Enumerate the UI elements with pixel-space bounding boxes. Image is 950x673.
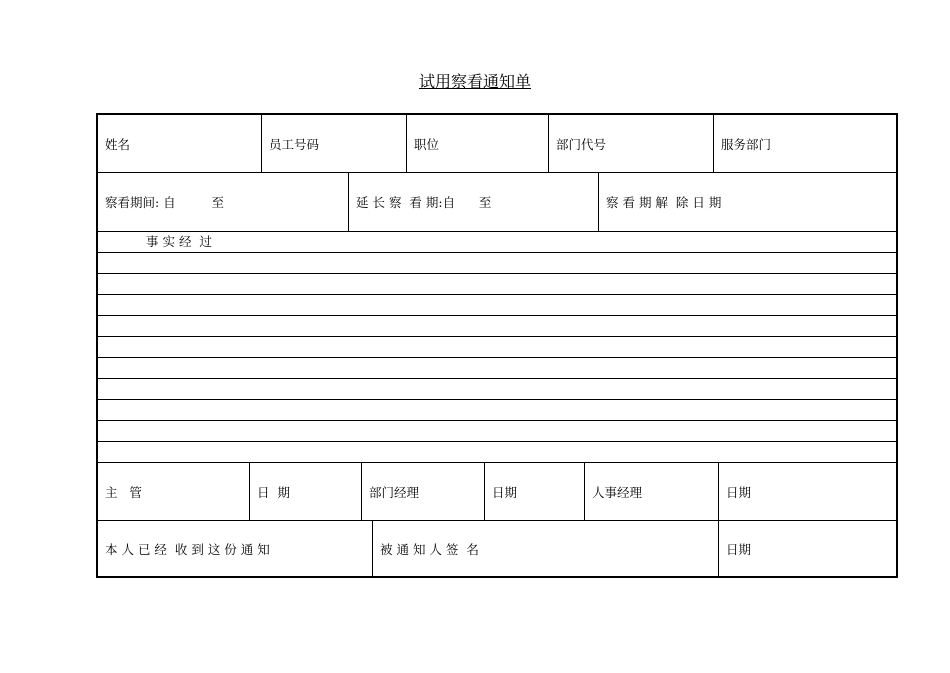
facts-line[interactable]	[98, 274, 896, 295]
acknowledgement-date-field[interactable]: 日期	[718, 521, 896, 576]
department-manager-field[interactable]: 部门经理	[361, 463, 484, 520]
employee-number-field[interactable]: 员工号码	[261, 115, 406, 172]
service-department-field[interactable]: 服务部门	[713, 115, 896, 172]
name-field[interactable]: 姓名	[105, 136, 131, 152]
facts-line[interactable]	[98, 316, 896, 337]
facts-line[interactable]	[98, 358, 896, 379]
facts-line[interactable]	[98, 442, 896, 463]
probation-notice-form	[96, 113, 898, 578]
position-field[interactable]: 职位	[406, 115, 548, 172]
facts-line[interactable]	[98, 253, 896, 274]
supervisor-date-field[interactable]: 日 期	[249, 463, 361, 520]
probation-period-field[interactable]: 察看期间: 自 至	[105, 195, 224, 210]
release-date-field[interactable]: 察 看 期 解 除 日 期	[598, 173, 896, 231]
department-code-field[interactable]: 部门代号	[548, 115, 713, 172]
received-notice-field[interactable]: 本 人 已 经 收 到 这 份 通 知	[105, 541, 270, 557]
period-row	[98, 173, 896, 232]
acknowledgement-row	[98, 521, 896, 576]
facts-section	[98, 232, 896, 463]
notified-person-signature-field[interactable]: 被 通 知 人 签 名	[372, 521, 718, 576]
approval-row	[98, 463, 896, 521]
extended-period-field[interactable]: 延 长 察 看 期:自 至	[348, 173, 598, 231]
facts-line[interactable]	[98, 421, 896, 442]
form-title: 试用察看通知单	[418, 72, 531, 91]
facts-line[interactable]	[98, 295, 896, 316]
facts-label: 事 实 经 过	[146, 234, 212, 249]
facts-line[interactable]	[98, 400, 896, 421]
basic-info-row	[98, 115, 896, 173]
facts-line[interactable]	[98, 379, 896, 400]
facts-line[interactable]	[98, 337, 896, 358]
hr-manager-field[interactable]: 人事经理	[584, 463, 718, 520]
supervisor-field[interactable]: 主 管	[105, 484, 142, 500]
department-manager-date-field[interactable]: 日期	[484, 463, 584, 520]
hr-manager-date-field[interactable]: 日期	[718, 463, 896, 520]
facts-line[interactable]	[98, 232, 896, 253]
